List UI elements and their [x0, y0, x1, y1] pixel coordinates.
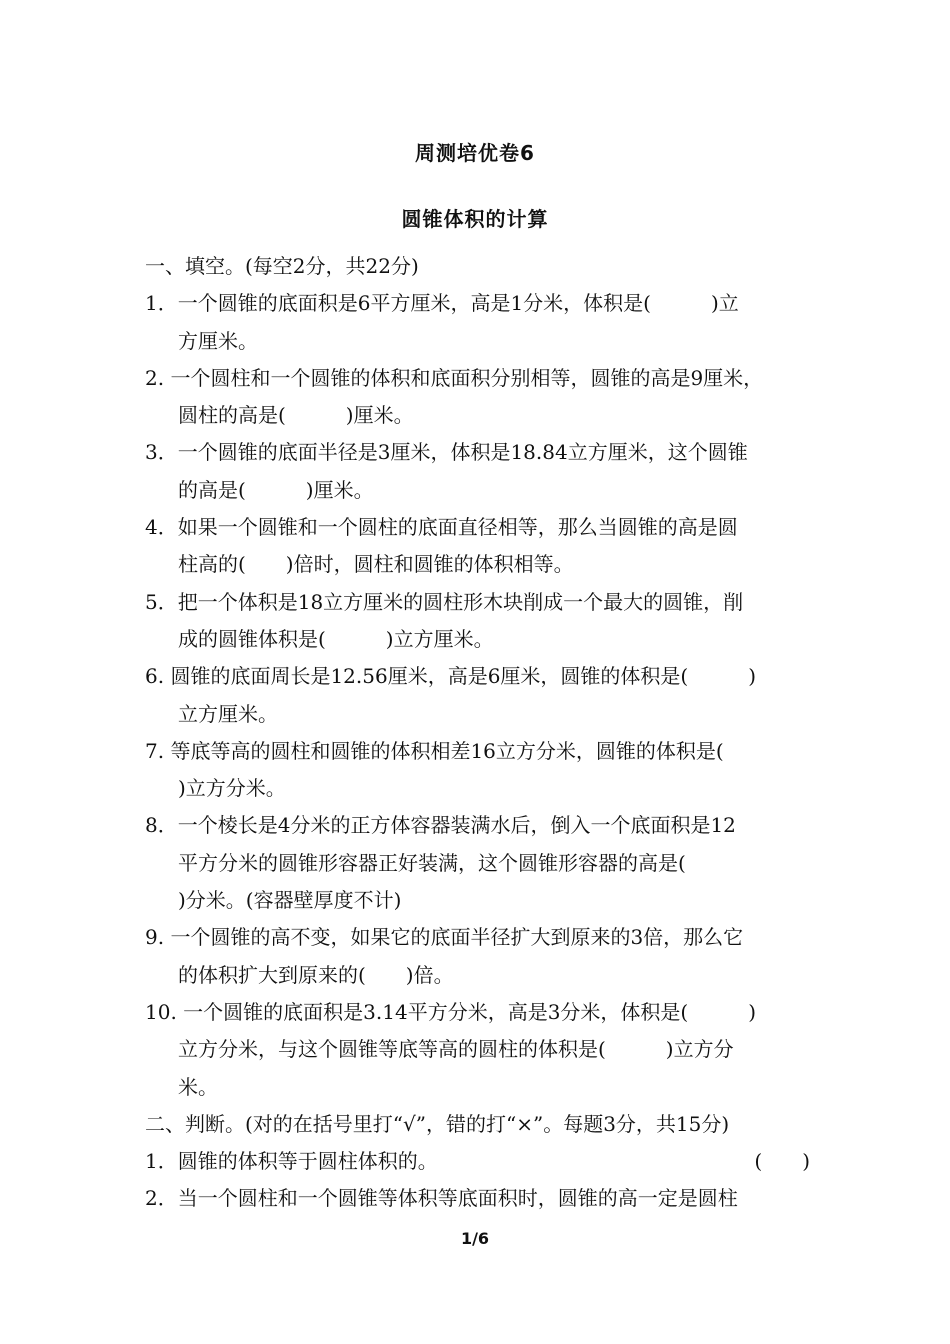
question-10-line-2: 立方分米，与这个圆锥等底等高的圆柱的体积是( )立方分	[178, 1037, 734, 1062]
question-10-line-3: 米。	[178, 1074, 218, 1099]
page-number: 1/6	[460, 1229, 490, 1248]
question-6-line-1: 6. 圆锥的底面周长是12.56厘米，高是6厘米，圆锥的体积是( )	[145, 664, 757, 689]
question-1-line-2: 方厘米。	[178, 328, 258, 353]
section-heading-fill-blank: 一、填空。(每空2分，共22分)	[145, 254, 419, 278]
page-title: 周测培优卷6	[415, 141, 535, 165]
question-2-line-2: 圆柱的高是( )厘米。	[178, 403, 414, 428]
question-7-line-2: )立方分米。	[178, 776, 286, 801]
judge-item-2: 2．当一个圆柱和一个圆锥等体积等底面积时，圆锥的高一定是圆柱	[145, 1186, 738, 1211]
judge-item-1	[145, 1143, 810, 1180]
question-5-line-2: 成的圆锥体积是( )立方厘米。	[178, 626, 494, 651]
worksheet-body	[145, 248, 810, 1218]
question-1-line-1: 1．一个圆锥的底面积是6平方厘米，高是1分米，体积是( )立	[145, 291, 739, 316]
question-7-line-1: 7. 等底等高的圆柱和圆锥的体积相差16立方分米，圆锥的体积是(	[145, 738, 724, 763]
page-subtitle: 圆锥体积的计算	[401, 207, 549, 231]
question-5-line-1: 5．把一个体积是18立方厘米的圆柱形木块削成一个最大的圆锥，削	[145, 589, 744, 614]
question-4-line-1: 4．如果一个圆锥和一个圆柱的底面直径相等，那么当圆锥的高是圆	[145, 515, 738, 540]
judge-item-1-answer-bracket: ( )	[754, 1149, 810, 1174]
question-2-line-1: 2. 一个圆柱和一个圆锥的体积和底面积分别相等，圆锥的高是9厘米，	[145, 365, 764, 390]
question-3-line-1: 3．一个圆锥的底面半径是3厘米，体积是18.84立方厘米，这个圆锥	[145, 440, 748, 465]
judge-item-1-text: 1．圆锥的体积等于圆柱体积的。	[145, 1149, 438, 1174]
question-3-line-2: 的高是( )厘米。	[178, 477, 374, 502]
question-8-line-1: 8．一个棱长是4分米的正方体容器装满水后，倒入一个底面积是12	[145, 813, 736, 838]
question-6-line-2: 立方厘米。	[178, 701, 278, 726]
question-4-line-2: 柱高的( )倍时，圆柱和圆锥的体积相等。	[178, 552, 574, 577]
question-8-line-3: )分米。(容器壁厚度不计)	[178, 888, 402, 913]
question-10-line-1: 10. 一个圆锥的底面积是3.14平方分米，高是3分米，体积是( )	[145, 999, 757, 1024]
section-heading-judgement: 二、判断。(对的在括号里打“√”，错的打“×”。每题3分，共15分)	[145, 1111, 730, 1136]
question-9-line-1: 9. 一个圆锥的高不变，如果它的底面半径扩大到原来的3倍，那么它	[145, 925, 744, 950]
question-8-line-2: 平方分米的圆锥形容器正好装满，这个圆锥形容器的高是(	[178, 850, 686, 875]
question-9-line-2: 的体积扩大到原来的( )倍。	[178, 962, 454, 987]
